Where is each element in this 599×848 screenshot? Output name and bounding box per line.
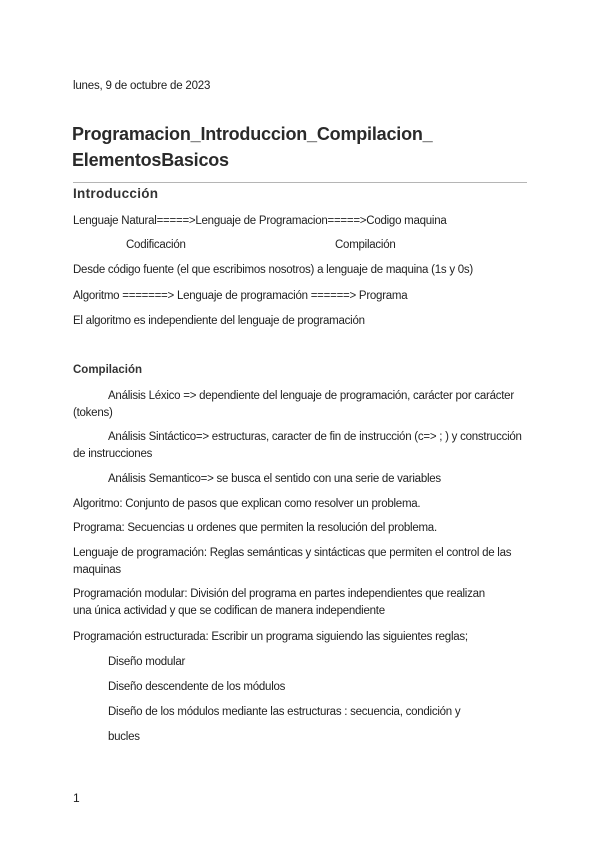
definition-algoritmo: Algoritmo: Conjunto de pasos que explican como resolver un problema. [73,498,421,510]
regla-diseno-estructuras-cont: bucles [108,731,140,743]
algorithm-pipeline-line: Algoritmo =======> Lenguaje de programación ======> Programa [73,290,408,302]
definition-estructurada: Programación estructurada: Escribir un programa siguiendo las siguientes reglas; [73,631,468,643]
analisis-sintactico: Análisis Sintáctico=> estructuras, caracter de fin de instrucción (c=> ; ) y construcción de instrucciones [73,431,522,460]
label-compilacion: Compilación [335,239,396,251]
regla-diseno-modular: Diseño modular [108,656,186,668]
page-number: 1 [73,791,80,805]
page-title-line-2: ElementosBasicos [72,150,229,170]
independence-line: El algoritmo es independiente del lenguaje de programación [73,315,365,327]
definition-lenguaje: Lenguaje de programación: Reglas semánticas y sintácticas que permiten el control de las maquinas [73,547,512,576]
label-codificacion: Codificación [126,239,186,251]
section-heading-introduccion: Introducción [73,186,159,201]
title-divider [73,182,527,183]
definition-programa: Programa: Secuencias u ordenes que permiten la resolución del problema. [73,522,437,534]
page-title [72,121,432,173]
analisis-lexico: Análisis Léxico => dependiente del lenguaje de programación, carácter por carácter (tokens) [73,390,514,419]
source-to-machine-line: Desde código fuente (el que escribimos nosotros) a lenguaje de maquina (1s y 0s) [73,264,473,276]
definition-modular: Programación modular: División del programa en partes independientes que realizan una única actividad y que se codifican de manera independiente [73,588,485,617]
pipeline-line: Lenguaje Natural=====>Lenguaje de Programacion=====>Codigo maquina [73,215,447,227]
page-title-line-1: Programacion_Introduccion_Compilacion_ [72,124,433,144]
regla-diseno-estructuras: Diseño de los módulos mediante las estructuras : secuencia, condición y [108,706,461,718]
regla-diseno-descendente: Diseño descendente de los módulos [108,681,286,693]
section-heading-compilacion: Compilación [73,364,143,376]
note-date: lunes, 9 de octubre de 2023 [73,80,211,92]
analisis-semantico: Análisis Semantico=> se busca el sentido con una serie de variables [108,473,441,485]
